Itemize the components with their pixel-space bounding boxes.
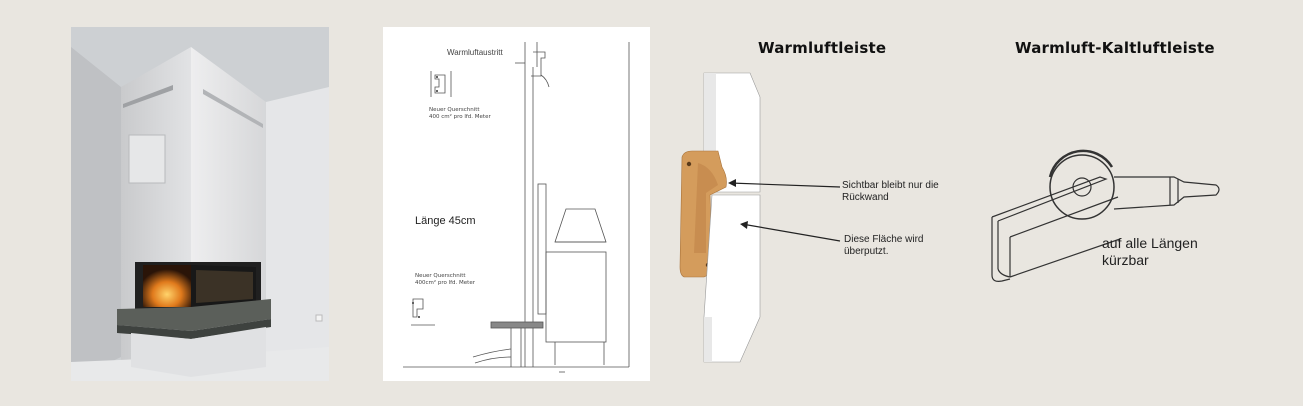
bottom-cross-section-label: Neuer Querschnitt bbox=[415, 273, 466, 279]
section-drawing-icon bbox=[383, 27, 650, 381]
cutting-saw-icon bbox=[970, 27, 1270, 381]
callout-visible-back: Sichtbar bleibt nur die bbox=[842, 180, 939, 191]
top-cross-section-value: 400 cm² pro lfd. Meter bbox=[429, 114, 491, 120]
callout-plastered-line2: überputzt. bbox=[844, 246, 889, 257]
length-label: Länge 45cm bbox=[415, 215, 476, 227]
callout-visible-back-line2: Rückwand bbox=[842, 192, 889, 203]
warm-air-strip-panel bbox=[670, 27, 960, 381]
callout-plastered: Diese Fläche wird bbox=[844, 234, 924, 245]
fireplace-photo bbox=[71, 27, 329, 381]
warm-air-strip-title: Warmluftleiste bbox=[758, 39, 887, 57]
top-cross-section-label: Neuer Querschnitt bbox=[429, 107, 480, 113]
corner-fireplace-photo-icon bbox=[71, 27, 329, 381]
warm-cold-air-strip-title: Warmluft-Kaltluftleiste bbox=[1015, 39, 1215, 57]
shortenable-caption: auf alle Längen bbox=[1102, 235, 1198, 251]
bottom-cross-section-value: 400cm² pro lfd. Meter bbox=[415, 280, 475, 286]
warm-cold-air-strip-panel bbox=[970, 27, 1270, 381]
technical-drawing bbox=[383, 27, 650, 381]
warm-air-outlet-label: Warmluftaustritt bbox=[447, 48, 503, 57]
shortenable-caption-line2: kürzbar bbox=[1102, 252, 1149, 268]
warm-air-strip-icon bbox=[670, 27, 960, 381]
